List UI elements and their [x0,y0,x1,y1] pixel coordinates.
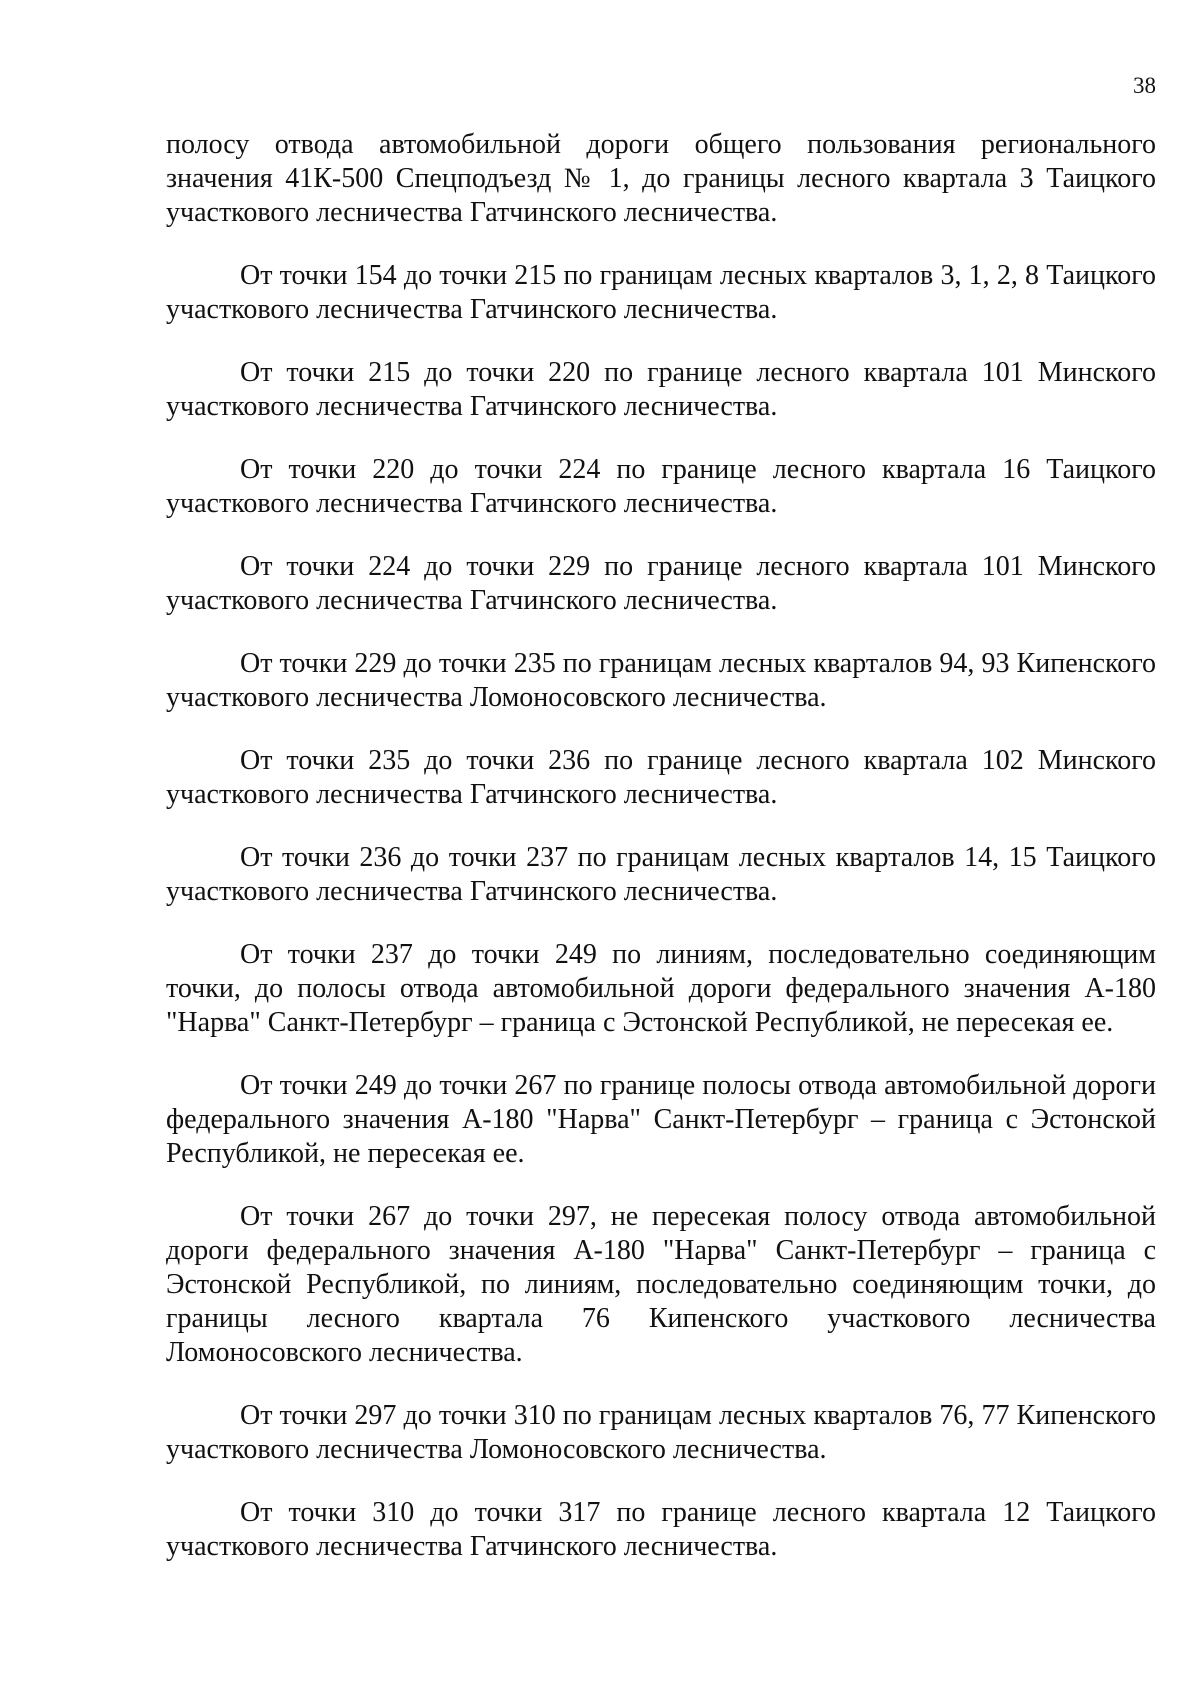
paragraph-249-267: От точки 249 до точки 267 по границе полосы отвода автомобильной дороги федерального значения А-180 "Нарва" Санкт-Петербург – граница с Эстонской Республикой, не пересекая ее. [166,1070,1156,1169]
page-number: 38 [1133,73,1156,98]
paragraph-236-237: От точки 236 до точки 237 по границам лесных кварталов 14, 15 Таицкого участкового лесничества Гатчинского лесничества. [166,842,1156,907]
paragraph-229-235: От точки 229 до точки 235 по границам лесных кварталов 94, 93 Кипенского участкового лесничества Ломоносовского лесничества. [166,648,1156,713]
paragraph-235-236: От точки 235 до точки 236 по границе лесного квартала 102 Минского участкового лесничества Гатчинского лесничества. [166,745,1156,810]
paragraph-310-317: От точки 310 до точки 317 по границе лесного квартала 12 Таицкого участкового лесничества Гатчинского лесничества. [166,1497,1156,1562]
document-body [166,128,1156,1593]
paragraph-continuation: полосу отвода автомобильной дороги общего пользования регионального значения 41К-500 Спецподъезд № 1, до границы лесного квартала 3 Таицкого участкового лесничества Гатчинского лесничества. [166,129,1156,228]
paragraph-224-229: От точки 224 до точки 229 по границе лесного квартала 101 Минского участкового лесничества Гатчинского лесничества. [166,551,1156,616]
paragraph-267-297: От точки 267 до точки 297, не пересекая полосу отвода автомобильной дороги федерального значения А-180 "Нарва" Санкт-Петербург – граница с Эстонской Республикой, по линиям, последовательно соединяющим точки, до границы лесного квартала 76 Кипенского участкового лесничества Ломоносовского лесничества. [166,1201,1156,1368]
paragraph-297-310: От точки 297 до точки 310 по границам лесных кварталов 76, 77 Кипенского участкового лесничества Ломоносовского лесничества. [166,1400,1156,1465]
paragraph-154-215: От точки 154 до точки 215 по границам лесных кварталов 3, 1, 2, 8 Таицкого участкового лесничества Гатчинского лесничества. [166,260,1156,325]
paragraph-237-249: От точки 237 до точки 249 по линиям, последовательно соединяющим точки, до полосы отвода автомобильной дороги федерального значения А-180 "Нарва" Санкт-Петербург – граница с Эстонской Республикой, не пересекая ее. [166,939,1156,1038]
paragraph-215-220: От точки 215 до точки 220 по границе лесного квартала 101 Минского участкового лесничества Гатчинского лесничества. [166,357,1156,422]
paragraph-220-224: От точки 220 до точки 224 по границе лесного квартала 16 Таицкого участкового лесничества Гатчинского лесничества. [166,454,1156,519]
